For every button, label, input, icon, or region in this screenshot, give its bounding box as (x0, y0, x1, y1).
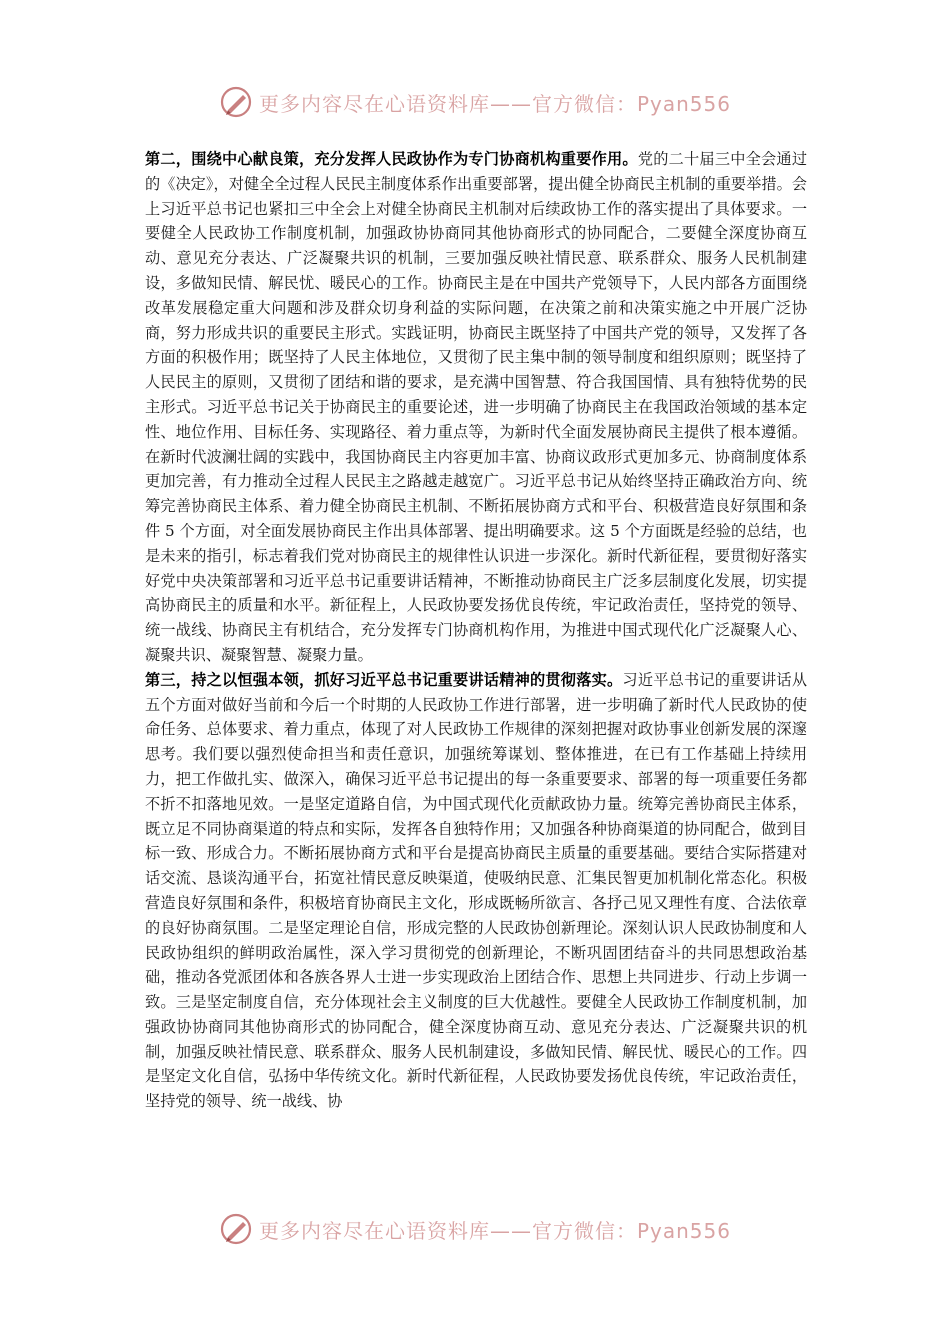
paragraph-heading: 第二，围绕中心献良策，充分发挥人民政协作为专门协商机构重要作用。 (145, 150, 638, 168)
paragraph-third (145, 668, 807, 1114)
pen-logo-icon (219, 1212, 253, 1246)
document-body (145, 147, 807, 1114)
pen-logo-icon (219, 85, 253, 119)
watermark-text: 更多内容尽在心语资料库——官方微信：Pyan556 (258, 91, 731, 116)
watermark-text: 更多内容尽在心语资料库——官方微信：Pyan556 (258, 1218, 731, 1243)
watermark-top (0, 82, 950, 122)
paragraph-heading: 第三，持之以恒强本领，抓好习近平总书记重要讲话精神的贯彻落实。 (145, 670, 623, 689)
watermark-bottom (0, 1209, 950, 1249)
paragraph-body: 习近平总书记的重要讲话从五个方面对做好当前和今后一个时期的人民政协工作进行部署，进一步明确了新时代人民政协的使命任务、总体要求、着力重点，体现了对人民政协工作规律的深刻把握对政协事业创新发展的深邃思考。我们要以强烈使命担当和责任意识，加强统筹谋划、整体推进，在已有工作基础上持续用力，把工作做扎实、做深入，确保习近平总书记提出的每一条重要要求、部署的每一项重要任务都不折不扣落地见效。一是坚定道路自信，为中国式现代化贡献政协力量。统筹完善协商民主体系，既立足不同协商渠道的特点和实际，发挥各自独特作用；又加强各种协商渠道的协同配合，做到目标一致、形成合力。不断拓展协商方式和平台是提高协商民主质量的重要基础。要结合实际搭建对话交流、恳谈沟通平台，拓宽社情民意反映渠道，使吸纳民意、汇集民智更加机制化常态化。积极营造良好氛围和条件，积极培育协商民主文化，形成既畅所欲言、各抒己见又理性有度、合法依章的良好协商氛围。二是坚定理论自信，形成完整的人民政协创新理论。深刻认识人民政协制度和人民政协组织的鲜明政治属性，深入学习贯彻党的创新理论，不断巩固团结奋斗的共同思想政治基础，推动各党派团体和各族各界人士进一步实现政治上团结合作、思想上共同进步、行动上步调一致。三是坚定制度自信，充分体现社会主义制度的巨大优越性。要健全人民政协工作制度机制，加强政协协商同其他协商形式的协同配合，健全深度协商互动、意见充分表达、广泛凝聚共识的机制，加强反映社情民意、联系群众、服务人民机制建设，多做知民情、解民忧、暖民心的工作。四是坚定文化自信，弘扬中华传统文化。新时代新征程，人民政协要发扬优良传统，牢记政治责任，坚持党的领导、统一战线、协 (145, 670, 808, 1111)
paragraph-second (145, 147, 807, 668)
paragraph-body: 党的二十届三中全会通过的《决定》，对健全全过程人民民主制度体系作出重要部署，提出健全协商民主机制的重要举措。会上习近平总书记也紧扣三中全会上对健全协商民主机制对后续政协工作的落实提出了具体要求。一要健全人民政协工作制度机制，加强政协协商同其他协商形式的协同配合，二要健全深度协商互动、意见充分表达、广泛凝聚共识的机制，三要加强反映社情民意、联系群众、服务人民机制建设，多做知民情、解民忧、暖民心的工作。协商民主是在中国共产党领导下，人民内部各方面围绕改革发展稳定重大问题和涉及群众切身利益的实际问题，在决策之前和决策实施之中开展广泛协商，努力形成共识的重要民主形式。实践证明，协商民主既坚持了中国共产党的领导，又发挥了各方面的积极作用；既坚持了人民主体地位，又贯彻了民主集中制的领导制度和组织原则；既坚持了人民民主的原则，又贯彻了团结和谐的要求，是充满中国智慧、符合我国国情、具有独特优势的民主形式。习近平总书记关于协商民主的重要论述，进一步明确了协商民主在我国政治领域的基本定性、地位作用、目标任务、实现路径、着力重点等，为新时代全面发展协商民主提供了根本遵循。在新时代波澜壮阔的实践中，我国协商民主内容更加丰富、协商议政形式更加多元、协商制度体系更加完善，有力推动全过程人民民主之路越走越宽广。习近平总书记从始终坚持正确政治方向、统筹完善协商民主体系、着力健全协商民主机制、不断拓展协商方式和平台、积极营造良好氛围和条件 5 个方面，对全面发展协商民主作出具体部署、提出明确要求。这 5 个方面既是经验的总结，也是未来的指引，标志着我们党对协商民主的规律性认识进一步深化。新时代新征程，要贯彻好落实好党中央决策部署和习近平总书记重要讲话精神，不断推动协商民主广泛多层制度化发展，切实提高协商民主的质量和水平。新征程上，人民政协要发扬优良传统，牢记政治责任，坚持党的领导、统一战线、协商民主有机结合，充分发挥专门协商机构作用，为推进中国式现代化广泛凝聚人心、凝聚共识、凝聚智慧、凝聚力量。 (145, 150, 808, 664)
